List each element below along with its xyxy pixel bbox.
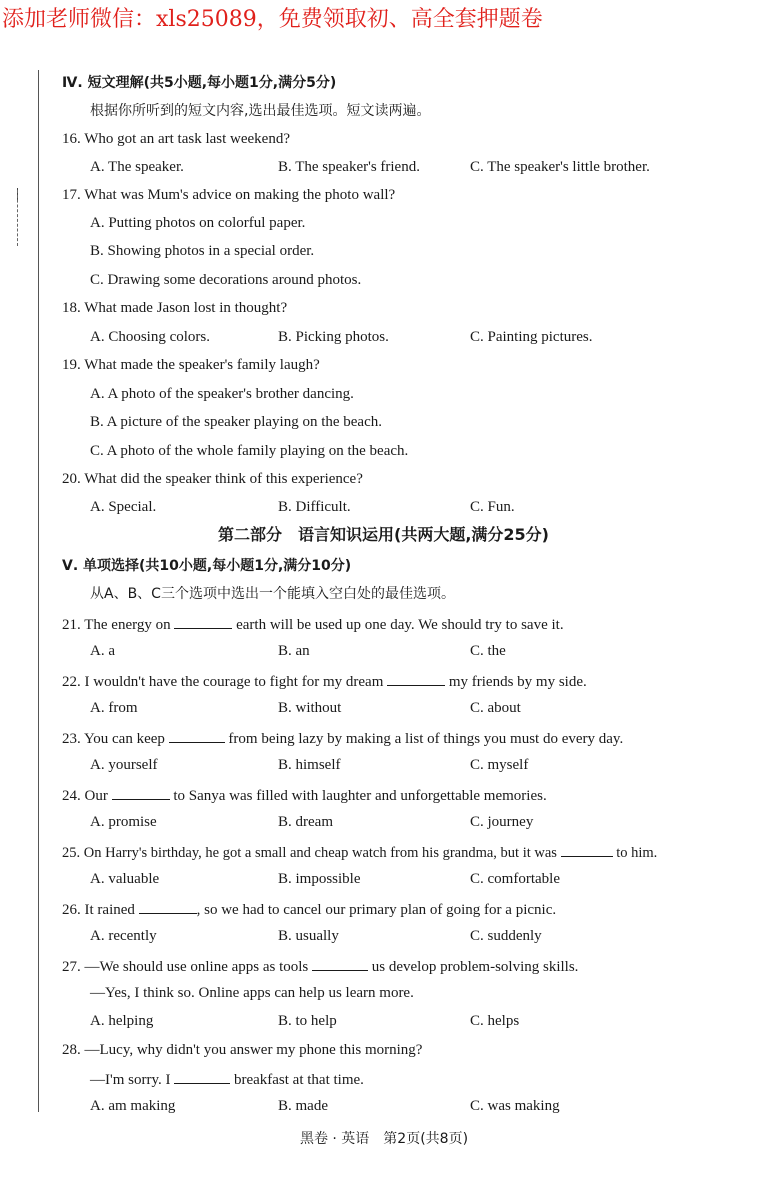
section-heading-iv: Ⅳ. 短文理解(共5小题,每小题1分,满分5分) (62, 75, 337, 91)
part-two-title: 第二部分 语言知识运用(共两大题,满分25分) (218, 525, 549, 544)
question-28-text-after: breakfast at that time. (233, 1072, 364, 1088)
question-21-text-after: earth will be used up one day. We should try to save it. (236, 617, 564, 633)
question-18-option-a: A. Choosing colors. (90, 329, 210, 345)
question-27-reply: —Yes, I think so. Online apps can help us learn more. (90, 985, 414, 1001)
question-20-option-a: A. Special. (90, 499, 157, 515)
question-16-option-b: B. The speaker's friend. (278, 159, 420, 175)
section-instruction-v: 从A、B、C三个选项中选出一个能填入空白处的最佳选项。 (90, 586, 455, 602)
question-19-stem: 19. What made the speaker's family laugh? (62, 357, 320, 373)
question-25-text-before: 25. On Harry's birthday, he got a small and cheap watch from his grandma, but it was (62, 845, 557, 861)
question-27-text-after: us develop problem-solving skills. (371, 959, 579, 975)
question-23-option-c: C. myself (470, 757, 529, 773)
section-heading-v: Ⅴ. 单项选择(共10小题,每小题1分,满分10分) (62, 558, 352, 574)
question-24-option-c: C. journey (470, 814, 534, 830)
question-22-option-c: C. about (470, 700, 521, 716)
answer-blank (174, 1069, 230, 1084)
question-24-text-before: 24. Our (62, 788, 108, 804)
question-28-option-c: C. was making (470, 1098, 560, 1114)
question-19-option-b: B. A picture of the speaker playing on the beach. (90, 414, 382, 430)
watermark-text: 添加老师微信：xls25089，免费领取初、高全套押题卷 (2, 7, 543, 32)
question-17-option-a: A. Putting photos on colorful paper. (90, 215, 306, 231)
question-19-option-c: C. A photo of the whole family playing on the beach. (90, 443, 409, 459)
binding-margin-line (38, 70, 39, 1112)
answer-blank (139, 899, 197, 914)
question-20-option-b: B. Difficult. (278, 499, 351, 515)
answer-blank (561, 842, 613, 857)
question-16-stem: 16. Who got an art task last weekend? (62, 131, 290, 147)
question-25-option-a: A. valuable (90, 871, 160, 887)
question-25-stem (62, 842, 657, 862)
question-27-text-before: 27. —We should use online apps as tools (62, 959, 309, 975)
question-26-text-before: 26. It rained (62, 902, 135, 918)
question-27-option-b: B. to help (278, 1013, 337, 1029)
question-21-text-before: 21. The energy on (62, 617, 171, 633)
question-27-stem (62, 956, 578, 976)
question-23-option-b: B. himself (278, 757, 341, 773)
question-18-option-b: B. Picking photos. (278, 329, 389, 345)
question-22-option-b: B. without (278, 700, 342, 716)
question-17-stem: 17. What was Mum's advice on making the photo wall? (62, 187, 396, 203)
question-22-text-after: my friends by my side. (448, 674, 587, 690)
answer-blank (112, 785, 170, 800)
question-16-option-a: A. The speaker. (90, 159, 184, 175)
question-25-option-b: B. impossible (278, 871, 361, 887)
question-21-stem (62, 614, 564, 634)
question-18-option-c: C. Painting pictures. (470, 329, 593, 345)
question-23-option-a: A. yourself (90, 757, 158, 773)
question-23-stem (62, 728, 623, 748)
question-26-stem (62, 899, 556, 919)
answer-blank (169, 728, 225, 743)
question-24-option-a: A. promise (90, 814, 157, 830)
question-25-option-c: C. comfortable (470, 871, 560, 887)
question-26-text-after: , so we had to cancel our primary plan of going for a picnic. (196, 902, 557, 918)
margin-dashed-mark (17, 190, 18, 246)
section-instruction-iv: 根据你所听到的短文内容,选出最佳选项。短文读两遍。 (90, 103, 431, 119)
question-26-option-a: A. recently (90, 928, 157, 944)
question-28-option-a: A. am making (90, 1098, 176, 1114)
question-19-option-a: A. A photo of the speaker's brother dancing. (90, 386, 354, 402)
answer-blank (174, 614, 232, 629)
question-25-text-after: to him. (616, 845, 658, 861)
question-21-option-a: A. a (90, 643, 115, 659)
question-22-text-before: 22. I wouldn't have the courage to fight for my dream (62, 674, 384, 690)
question-22-option-a: A. from (90, 700, 138, 716)
question-23-text-before: 23. You can keep (62, 731, 165, 747)
question-23-text-after: from being lazy by making a list of things you must do every day. (228, 731, 624, 747)
question-28-stem: 28. —Lucy, why didn't you answer my phone this morning? (62, 1042, 423, 1058)
question-22-stem (62, 671, 587, 691)
question-18-stem: 18. What made Jason lost in thought? (62, 300, 288, 316)
question-16-option-c: C. The speaker's little brother. (470, 159, 650, 175)
question-21-option-c: C. the (470, 643, 506, 659)
question-24-stem (62, 785, 547, 805)
question-17-option-b: B. Showing photos in a special order. (90, 243, 315, 259)
question-26-option-b: B. usually (278, 928, 339, 944)
question-20-option-c: C. Fun. (470, 499, 515, 515)
question-28-reply (90, 1069, 364, 1089)
question-17-option-c: C. Drawing some decorations around photos. (90, 272, 362, 288)
question-27-option-a: A. helping (90, 1013, 154, 1029)
answer-blank (312, 956, 368, 971)
answer-blank (387, 671, 445, 686)
question-28-text-before: —I'm sorry. I (90, 1072, 171, 1088)
question-24-option-b: B. dream (278, 814, 333, 830)
question-24-text-after: to Sanya was filled with laughter and unforgettable memories. (173, 788, 547, 804)
page-footer: 黑卷 · 英语 第2页(共8页) (299, 1131, 469, 1147)
question-26-option-c: C. suddenly (470, 928, 542, 944)
question-21-option-b: B. an (278, 643, 310, 659)
question-27-option-c: C. helps (470, 1013, 520, 1029)
question-28-option-b: B. made (278, 1098, 328, 1114)
question-20-stem: 20. What did the speaker think of this experience? (62, 471, 363, 487)
